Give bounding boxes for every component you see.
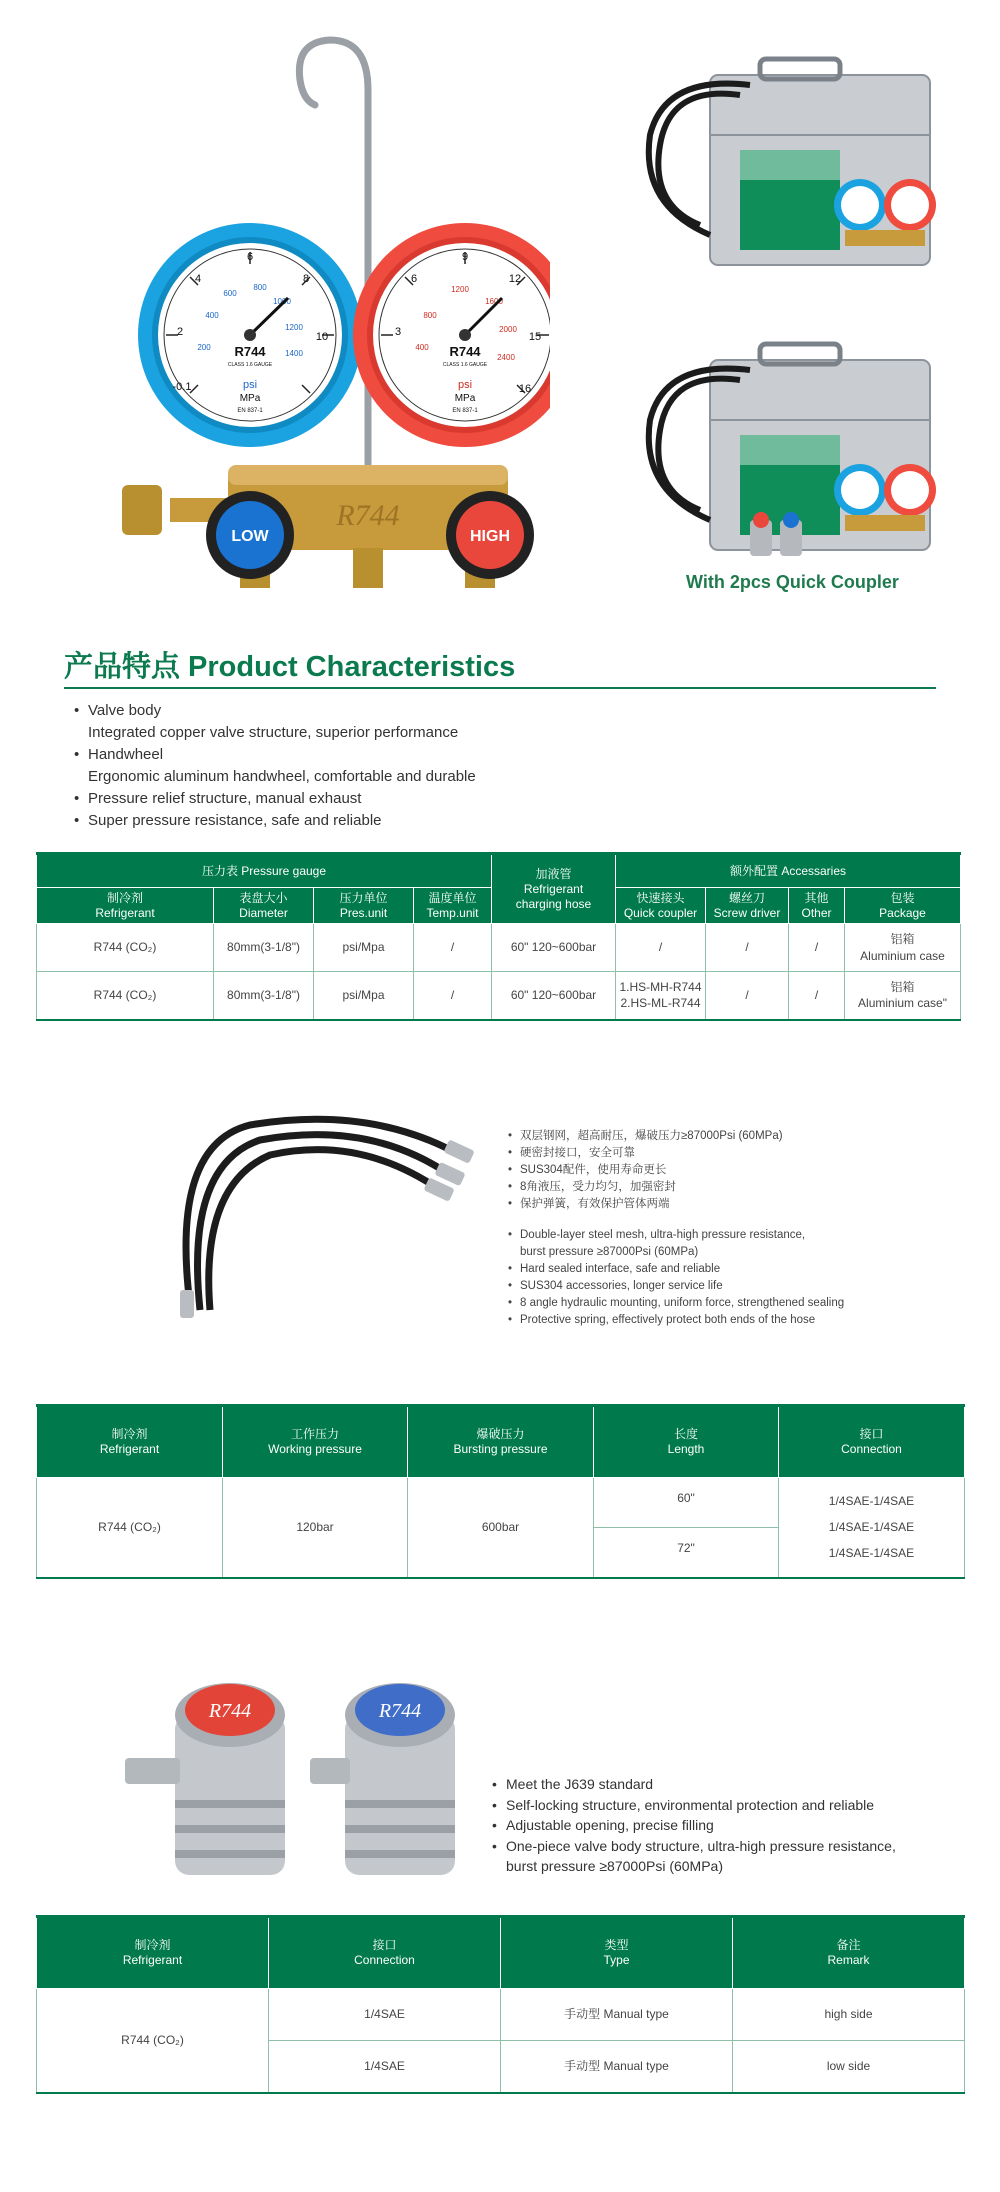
- title-divider: [64, 687, 936, 689]
- aluminium-case-with-couplers-image: [640, 340, 940, 565]
- header-remark: 备注 Remark: [733, 1917, 965, 1989]
- feature-valve-body: • Valve body: [70, 700, 476, 722]
- table-row: [37, 972, 961, 1020]
- high-gauge-num: 2000: [499, 325, 517, 334]
- cell-hose: 60" 120~600bar: [492, 924, 616, 972]
- cell-screw: /: [706, 924, 789, 972]
- low-gauge-num: 600: [223, 289, 237, 298]
- quick-coupler-image: [120, 1670, 460, 1885]
- cell-hose: 60" 120~600bar: [492, 972, 616, 1020]
- header-refrigerant: 制冷剂 Refrigerant: [37, 1917, 269, 1989]
- high-gauge-unit-psi: psi: [457, 379, 473, 391]
- hose-feature-en: • Protective spring, effectively protect both ends of the hose: [508, 1312, 844, 1329]
- low-gauge-num: 2: [176, 326, 184, 338]
- low-gauge-unit-psi: psi: [242, 379, 258, 391]
- header-connection: 接口 Connection: [269, 1917, 501, 1989]
- header-quick-coupler: 快速接头 Quick coupler: [616, 888, 706, 924]
- cell-package: 铝箱 Aluminium case": [845, 972, 961, 1020]
- hose-feature-cn: • 8角液压，受力均匀，加强密封: [508, 1179, 783, 1196]
- cell-type: 手动型 Manual type: [501, 1989, 733, 2041]
- header-charging-hose: [492, 854, 616, 924]
- cell-screw: /: [706, 972, 789, 1020]
- header-pressure-gauge: 压力表 Pressure gauge: [37, 854, 492, 888]
- low-knob-label: LOW: [231, 528, 269, 545]
- hose-features-cn: [508, 1128, 783, 1213]
- hose-features-en: [508, 1227, 844, 1329]
- high-gauge-num: 6: [410, 273, 418, 285]
- low-gauge-num: 4: [194, 273, 202, 285]
- feature-handwheel: • Handwheel: [70, 744, 476, 766]
- coupler-low-label: R744: [378, 1700, 422, 1722]
- header-package: 包装 Package: [845, 888, 961, 924]
- cell-refrigerant: R744 (CO₂): [37, 924, 214, 972]
- hose-feature-cn: • 双层钢网，超高耐压，爆破压力≥87000Psi (60MPa): [508, 1128, 783, 1145]
- cell-remark: low side: [733, 2041, 965, 2093]
- high-gauge-num: 15: [528, 331, 542, 343]
- low-gauge-num: 8: [302, 273, 310, 285]
- section-title: 产品特点 Product Characteristics: [64, 651, 516, 683]
- cell-length: 60": [594, 1478, 779, 1528]
- header-type: 类型 Type: [501, 1917, 733, 1989]
- cell-diameter: 80mm(3-1/8"): [214, 972, 314, 1020]
- manifold-brand-engraving: R744: [336, 499, 400, 532]
- low-gauge-num: 1000: [273, 297, 291, 306]
- coupler-high-label: R744: [208, 1700, 252, 1722]
- header-accessories: 额外配置 Accessaries: [616, 854, 961, 888]
- low-gauge-num: 400: [205, 311, 219, 320]
- coupler-feature: • Meet the J639 standard: [492, 1774, 896, 1795]
- table-row: [37, 1989, 965, 2041]
- high-gauge-unit-mpa: MPa: [454, 393, 476, 404]
- cell-type: 手动型 Manual type: [501, 2041, 733, 2093]
- low-gauge-label: R744: [234, 344, 266, 359]
- cell-temp-unit: /: [414, 924, 492, 972]
- gauge-spec-table: [36, 852, 961, 1021]
- cell-refrigerant: R744 (CO₂): [37, 972, 214, 1020]
- manifold-gauge-image: [110, 20, 550, 610]
- coupler-features: [492, 1774, 896, 1877]
- cell-connection: 1/4SAE: [269, 1989, 501, 2041]
- header-length: 长度 Length: [594, 1406, 779, 1478]
- high-gauge-num: 800: [423, 311, 437, 320]
- low-gauge-num: -0.1: [172, 381, 192, 393]
- cell-pres-unit: psi/Mpa: [314, 924, 414, 972]
- cell-temp-unit: /: [414, 972, 492, 1020]
- low-gauge-num: 6: [246, 251, 254, 263]
- charging-hose-image: [170, 1085, 480, 1325]
- cell-diameter: 80mm(3-1/8"): [214, 924, 314, 972]
- cell-other: /: [789, 924, 845, 972]
- header-working-pressure: 工作压力 Working pressure: [223, 1406, 408, 1478]
- table-row: [37, 924, 961, 972]
- coupler-feature: • One-piece valve body structure, ultra-high pressure resistance,: [492, 1836, 896, 1857]
- header-hose-cn: 加液管: [535, 866, 572, 881]
- coupler-feature-cont: burst pressure ≥87000Psi (60MPa): [506, 1858, 724, 1874]
- coupler-spec-table: [36, 1915, 965, 2094]
- feature-handwheel-desc: Ergonomic aluminum handwheel, comfortable and durable: [88, 768, 476, 785]
- low-gauge-num: 1200: [285, 323, 303, 332]
- high-gauge-num: 16: [518, 383, 532, 395]
- high-gauge-std: EN 837-1: [452, 408, 478, 414]
- low-gauge-std: EN 837-1: [237, 408, 263, 414]
- hose-feature-en: • SUS304 accessories, longer service life: [508, 1278, 844, 1295]
- low-gauge-num: 200: [197, 343, 211, 352]
- header-screw-driver: 螺丝刀 Screw driver: [706, 888, 789, 924]
- header-bursting-pressure: 爆破压力 Bursting pressure: [408, 1406, 594, 1478]
- coupler-feature: • Adjustable opening, precise filling: [492, 1815, 896, 1836]
- header-temp-unit: 温度单位 Temp.unit: [414, 888, 492, 924]
- high-gauge-num: 2400: [497, 353, 515, 362]
- hose-spec-table: [36, 1404, 965, 1579]
- header-refrigerant: 制冷剂 Refrigerant: [37, 888, 214, 924]
- header-diameter: 表盘大小 Diameter: [214, 888, 314, 924]
- high-gauge-num: 1200: [451, 285, 469, 294]
- high-gauge-num: 12: [508, 273, 522, 285]
- cell-length: 72": [594, 1528, 779, 1578]
- header-other: 其他 Other: [789, 888, 845, 924]
- feature-pressure-resistance: • Super pressure resistance, safe and reliable: [70, 810, 476, 832]
- low-gauge-unit-mpa: MPa: [239, 393, 261, 404]
- low-gauge-class: CLASS 1.6 GAUGE: [227, 362, 273, 368]
- aluminium-case-image: [640, 55, 940, 270]
- cell-bursting-pressure: 600bar: [408, 1478, 594, 1578]
- hose-feature-en: • Double-layer steel mesh, ultra-high pressure resistance, burst pressure ≥87000Psi (60MPa): [508, 1227, 844, 1261]
- low-gauge-num: 1400: [285, 349, 303, 358]
- table-row: [37, 1478, 965, 1528]
- header-refrigerant: 制冷剂 Refrigerant: [37, 1406, 223, 1478]
- cell-coupler: /: [616, 924, 706, 972]
- high-gauge-label: R744: [449, 344, 481, 359]
- high-gauge-class: CLASS 1.6 GAUGE: [442, 362, 488, 368]
- cell-other: /: [789, 972, 845, 1020]
- high-gauge-num: 1600: [485, 297, 503, 306]
- cell-coupler: 1.HS-MH-R744 2.HS-ML-R744: [616, 972, 706, 1020]
- case-caption: With 2pcs Quick Coupler: [686, 572, 899, 592]
- high-gauge-num: 9: [461, 251, 469, 263]
- header-connection: 接口 Connection: [779, 1406, 965, 1478]
- cell-remark: high side: [733, 1989, 965, 2041]
- hose-feature-en: • Hard sealed interface, safe and reliable: [508, 1261, 844, 1278]
- feature-valve-body-desc: Integrated copper valve structure, superior performance: [88, 724, 459, 741]
- characteristics-list: [70, 700, 476, 832]
- feature-pressure-relief: • Pressure relief structure, manual exhaust: [70, 788, 476, 810]
- cell-refrigerant: R744 (CO₂): [37, 1989, 269, 2093]
- hose-feature-cn: • 保护弹簧，有效保护管体两端: [508, 1196, 783, 1213]
- cell-connection: 1/4SAE: [269, 2041, 501, 2093]
- header-hose-en1: Refrigerant: [523, 881, 584, 896]
- cell-package: 铝箱 Aluminium case: [845, 924, 961, 972]
- cell-refrigerant: R744 (CO₂): [37, 1478, 223, 1578]
- low-gauge-num: 800: [253, 283, 267, 292]
- low-gauge-num: 10: [315, 331, 329, 343]
- header-pres-unit: 压力单位 Pres.unit: [314, 888, 414, 924]
- hose-feature-cn: • SUS304配件，使用寿命更长: [508, 1162, 783, 1179]
- cell-working-pressure: 120bar: [223, 1478, 408, 1578]
- hose-feature-cn: • 硬密封接口，安全可靠: [508, 1145, 783, 1162]
- high-gauge-num: 3: [394, 326, 402, 338]
- high-gauge-num: 400: [415, 343, 429, 352]
- high-knob-label: HIGH: [470, 528, 510, 545]
- coupler-feature: • Self-locking structure, environmental protection and reliable: [492, 1795, 896, 1816]
- header-hose-en2: charging hose: [515, 896, 592, 911]
- hose-feature-en: • 8 angle hydraulic mounting, uniform force, strengthened sealing: [508, 1295, 844, 1312]
- cell-connection: 1/4SAE-1/4SAE 1/4SAE-1/4SAE 1/4SAE-1/4SAE: [779, 1478, 965, 1578]
- cell-pres-unit: psi/Mpa: [314, 972, 414, 1020]
